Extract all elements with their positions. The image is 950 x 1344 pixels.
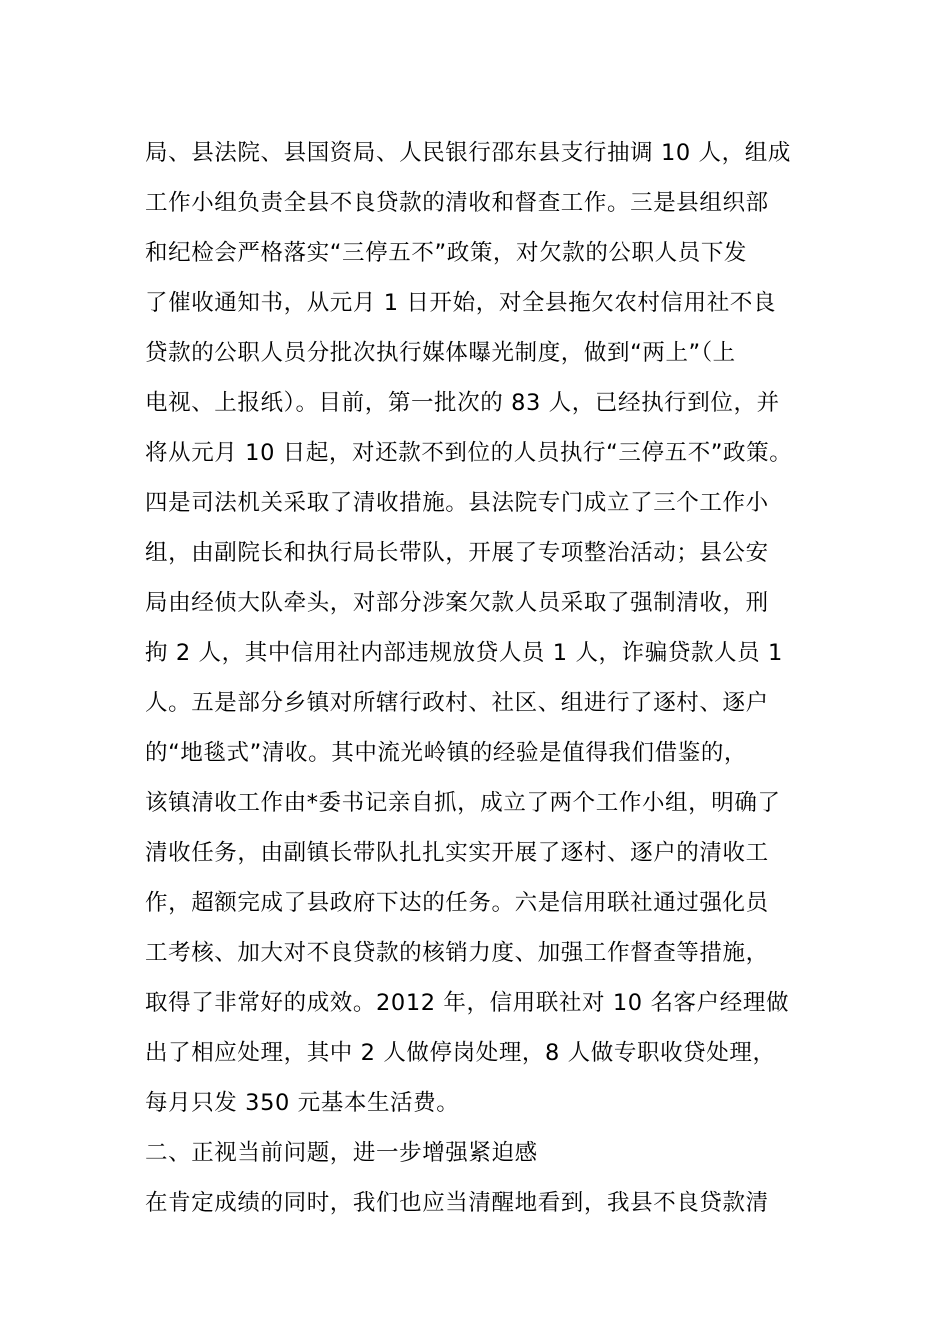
text-line: 四是司法机关采取了清收措施。县法院专门成立了三个工作小: [145, 490, 769, 516]
text-line: 作，超额完成了县政府下达的任务。六是信用联社通过强化员: [145, 890, 769, 916]
text-line: 在肯定成绩的同时，我们也应当清醒地看到，我县不良贷款清: [145, 1190, 769, 1216]
text-line: 该镇清收工作由*委书记亲自抓，成立了两个工作小组，明确了: [145, 790, 781, 816]
text-line: 电视、上报纸）。目前，第一批次的 83 人，已经执行到位，并: [145, 390, 780, 416]
text-line: 清收任务，由副镇长带队扎扎实实开展了逐村、逐户的清收工: [145, 840, 769, 866]
body-text: [145, 128, 835, 1228]
text-line: 局、县法院、县国资局、人民银行邵东县支行抽调 10 人，组成: [145, 140, 791, 166]
text-line: 取得了非常好的成效。2012 年，信用联社对 10 名客户经理做: [145, 990, 790, 1016]
text-line: 的“地毯式”清收。其中流光岭镇的经验是值得我们借鉴的，: [145, 740, 748, 766]
text-line: 了催收通知书，从元月 1 日开始，对全县拖欠农村信用社不良: [145, 290, 777, 316]
text-line: 局由经侦大队牵头，对部分涉案欠款人员采取了强制清收，刑: [145, 590, 769, 616]
text-line: 出了相应处理，其中 2 人做停岗处理，8 人做专职收贷处理，: [145, 1040, 776, 1066]
text-line: 工考核、加大对不良贷款的核销力度、加强工作督查等措施，: [145, 940, 769, 966]
section-heading: 二、正视当前问题，进一步增强紧迫感: [145, 1140, 538, 1166]
text-line: 人。五是部分乡镇对所辖行政村、社区、组进行了逐村、逐户: [145, 690, 769, 716]
text-line: 每月只发 350 元基本生活费。: [145, 1090, 460, 1116]
text-line: 将从元月 10 日起，对还款不到位的人员执行“三停五不”政策。: [145, 440, 793, 466]
text-line: 工作小组负责全县不良贷款的清收和督查工作。三是县组织部: [145, 190, 769, 216]
text-line: 组，由副院长和执行局长带队，开展了专项整治活动；县公安: [145, 540, 769, 566]
text-line: 拘 2 人，其中信用社内部违规放贷人员 1 人，诈骗贷款人员 1: [145, 640, 783, 666]
text-line: 和纪检会严格落实“三停五不”政策，对欠款的公职人员下发: [145, 240, 748, 266]
text-line: 贷款的公职人员分批次执行媒体曝光制度，做到“两上”（上: [145, 340, 736, 366]
